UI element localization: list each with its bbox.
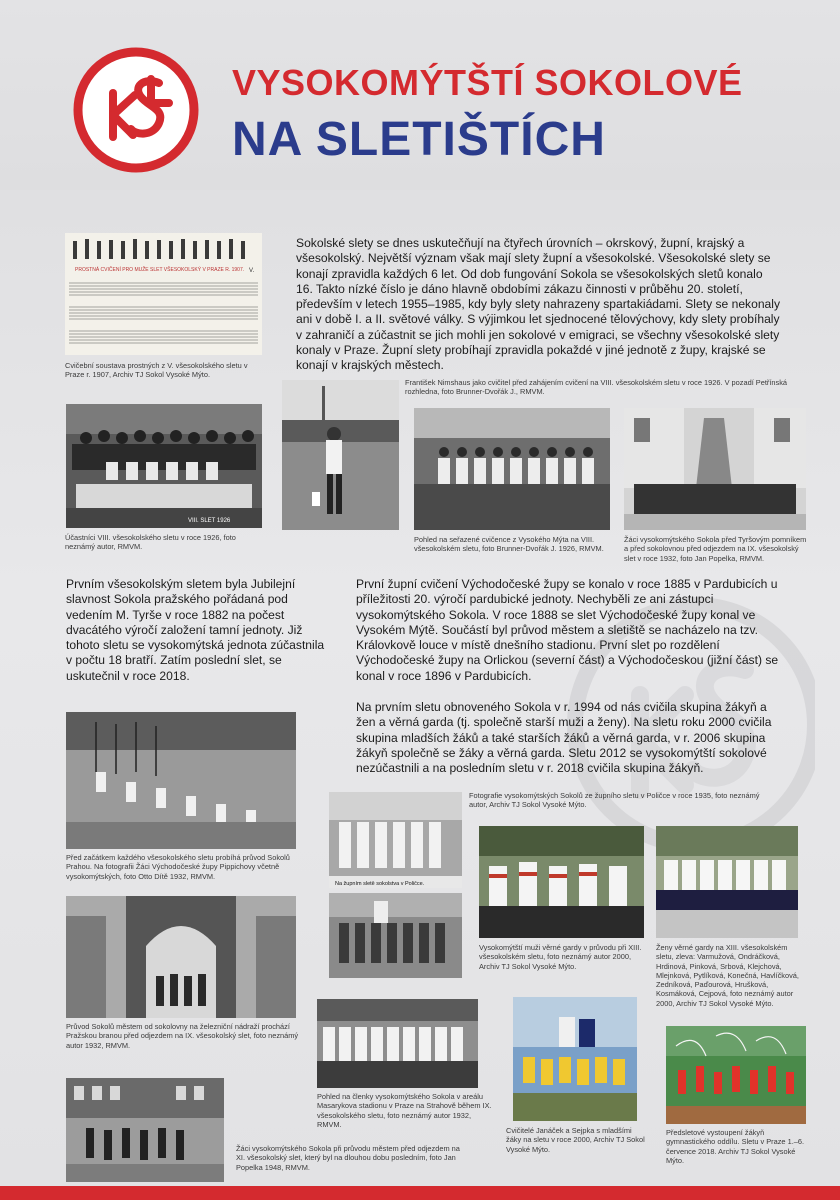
policka-banner: Na župním sletě sokolstva v Poličce. [335, 881, 425, 887]
caption-4: Pohled na seřazené cvičence z Vysokého Mýta na VIII. všesokolském sletu, foto Brunner-Dvořák J. 1926, RMVM. [414, 535, 604, 554]
photo-policka-1935-top [329, 792, 462, 888]
photo-participants-1926 [66, 404, 262, 528]
renewed-sokol-paragraph: Na prvním sletu obnoveného Sokola v r. 1994 od nás cvičila skupina žákyň a žen a věrná garda (tj. společně starší muži a ženy). Na sletu roku 2000 cvičila skupina mladších žáků a také starších žáků a věrná garda, v r. 2006 skupina žákyň společně se žáky a věrná garda. Sletu 2012 se vysokomýtští sokolové nezúčastnili a na posledním sletu v r. 2018 cvičila skupina žákyň. [356, 700, 772, 776]
photo-policka-1935-bottom [329, 893, 462, 978]
photo-gymnasts-2018 [666, 1026, 806, 1124]
photo-lined-up-1926 [414, 408, 610, 530]
caption-1: Cvičební soustava prostných z V. všesokolského sletu v Praze r. 1907, Archiv TJ Sokol Vysoké Mýto. [65, 361, 248, 380]
caption-9: Ženy věrné gardy na XIII. všesokolském sletu, zleva: Varmužová, Ondráčková, Hrdinová, Pinková, Srbová, Klejchová, Mlejnková, Pytlíková, Konečná, Havlíčková, Zedníková, Paďourová, Hrušková, Kosmáková, Cejpová, foto neznámý autor 2000, Archiv TJ Sokol Vysoké Mýto. [656, 943, 799, 1008]
photo-instructors-2000 [513, 997, 637, 1121]
photo-strahov-1932 [317, 999, 478, 1088]
caption-5: Žáci vysokomýtského Sokola před Tyršovým pomníkem a před sokolovnou před odjezdem na IX. všesokolský slet v roce 1932, foto Jan Popelka, RMVM. [624, 535, 807, 563]
caption-3: Účastníci VIII. všesokolského sletu v roce 1926, foto neznámý autor, RMVM. [65, 533, 236, 552]
sheet-roman: V. [249, 268, 255, 274]
photo-tyrs-monument-1932 [624, 408, 806, 530]
caption-2: František Nimshaus jako cvičitel před zahájením cvičení na VIII. všesokolském sletu v roce 1926. V pozadí Petřínská rozhledna, foto Brunner-Dvořák J., RMVM. [405, 378, 788, 397]
photo-nimshaus-1926 [282, 380, 399, 530]
caption-12: Cvičitelé Janáček a Sejpka s mladšími žáky na sletu v roce 2000, Archiv TJ Sokol Vysoké Mýto. [506, 1126, 645, 1154]
first-slet-paragraph: Prvním všesokolským sletem byla Jubilejní slavnost Sokola pražského pořádaná pod vedením M. Tyrše v roce 1882 na počest dvacátého výročí založení tamní jednoty. Již tohoto sletu se vysokomýtská jednota zúčastnila v počtu 18 bratří. Zatím poslední slet, se uskutečnil v roce 2018. [66, 577, 325, 683]
sheet-heading: PROSTNÁ CVIČENÍ PRO MUŽE SLET VŠESOKOLSKÝ V PRAZE R. 1907. [75, 267, 245, 273]
photo-women-garda-2000 [656, 826, 798, 938]
photo-men-garda-2000 [479, 826, 644, 938]
title-line-2: NA SLETIŠTÍCH [232, 113, 606, 166]
intro-paragraph: Sokolské slety se dnes uskutečňují na čtyřech úrovních – okrskový, župní, krajský a všesokolský. Největší význam však mají slety župní a všesokolské. Všesokolské slety se konají zpravidla každých 6 let. Od dob fungování Sokola se všesokolských sletů konalo 16. Takto nízké číslo je dáno hlavně obdobími zákazu činnosti v průběhu 20. století, především v letech 1955–1985, kdy byly slety nahrazeny spartakiádami. Slety se nekonaly ani v době I. a II. světové války. S výjimkou let sjednocené tělovýchovy, kdy slety probíhaly v zahraničí a zúčastnit se jich mohli jen sokolové v emigraci, se všechny všesokolské slety konaly v Praze. Župní slety probíhají zpravidla pokaždé v jiné jednotě z župy, krajské se konají v krajských městech. [296, 236, 781, 373]
caption-10: Průvod Sokolů městem od sokolovny na železniční nádraží prochází Pražskou branou před odjezdem na IX. všesokolský slet, foto neznámý autor 1932, RMVM. [66, 1022, 299, 1050]
title-line-1: VYSOKOMÝTŠTÍ SOKOLOVÉ [232, 62, 743, 103]
bottom-accent-bar [0, 1186, 840, 1200]
photo-exercise-sheet-1907 [65, 233, 262, 355]
photo-prazska-brana-1932 [66, 896, 296, 1018]
zupni-slet-paragraph: První župní cvičení Východočeské župy se konalo v roce 1885 v Pardubicích u příležitosti 20. výročí pardubické jednoty. Nechyběli ze ani zástupci vysokomýtského Sokola. V roce 1888 se slet Východočeské župy konal ve Vysokém Mýtě. Součástí byl průvod městem a sletiště se nacházelo na tzv. Královkově louce v místě dnešního stadionu. První slet po rozdělení Východočeské župy na Orlickou (severní část) a Východočeskou (jižní část) se konal v roce 1896 v Pardubicích. [356, 577, 779, 683]
caption-11: Pohled na členky vysokomýtského Sokola v areálu Masarykova stadionu v Praze na Strahově během IX. všesokolského sletu, foto neznámý autor 1932, RMVM. [317, 1092, 492, 1129]
caption-13: Předsletové vystoupení žákyň gymnastického oddílu. Sletu v Praze 1.–6. července 2018. Archiv TJ Sokol Vysoké Mýto. [666, 1128, 805, 1165]
caption-7: Fotografie vysokomýtských Sokolů ze župního sletu v Poličce v roce 1935, foto neznámý autor, Archiv TJ Sokol Vysoké Mýto. [469, 791, 760, 810]
photo-procession-prague-1932 [66, 712, 296, 849]
photo-procession-1948 [66, 1078, 224, 1182]
caption-6: Před začátkem každého všesokolského sletu probíhá průvod Sokolů Prahou. Na fotografii Žáci Východočeské župy Pippichovy včetně vysokomýtských, foto Otto Dítě 1932, RMVM. [66, 853, 290, 881]
sokol-logo [73, 45, 199, 175]
caption-14: Žáci vysokomýtského Sokola při průvodu městem před odjezdem na XI. všesokolský slet, který byl na dlouhou dobu posledním, foto Jan Popelka 1948, RMVM. [236, 1144, 460, 1172]
group-sign: VIII. SLET 1926 [188, 518, 231, 524]
caption-8: Vysokomýtští muži věrné gardy v průvodu při XIII. všesokolském sletu, foto neznámý autor 2000, Archiv TJ Sokol Vysoké Mýto. [479, 943, 642, 971]
